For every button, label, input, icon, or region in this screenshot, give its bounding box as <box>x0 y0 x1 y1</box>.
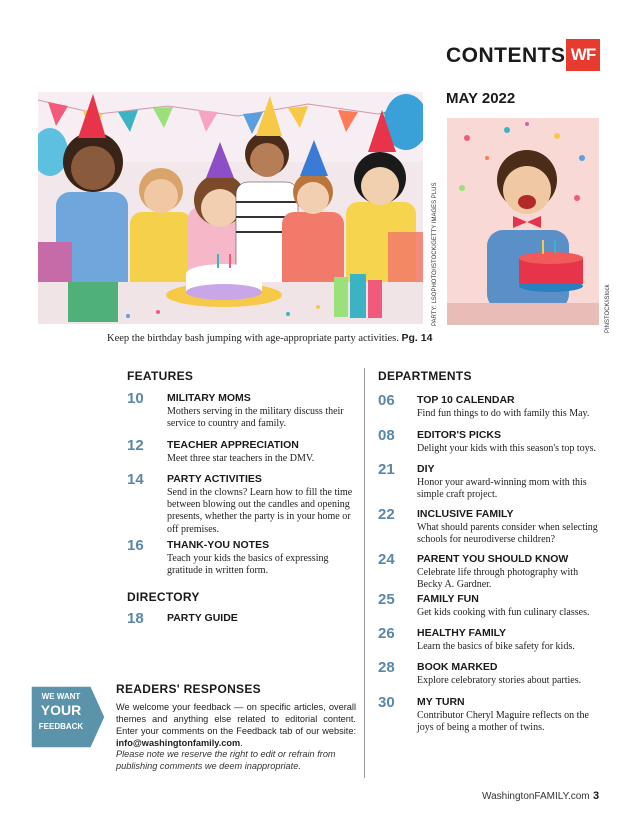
page-number: 28 <box>378 659 395 676</box>
page-number: 06 <box>378 392 395 409</box>
page-number: 14 <box>127 471 144 488</box>
page-number: 18 <box>127 610 144 627</box>
entry-title: TEACHER APPRECIATION <box>167 439 299 451</box>
page-number-footer: 3 <box>593 790 600 802</box>
entry-description: Send in the clowns? Learn how to fill the time between blowing out the candles and opening presents, whether the party is in your home or off premises. <box>167 487 353 535</box>
entry-title: PARTY ACTIVITIES <box>167 473 262 485</box>
entry-description: Learn the basics of bike safety for kids. <box>417 641 575 652</box>
page-number: 24 <box>378 551 395 568</box>
issue-date: MAY 2022 <box>446 90 516 107</box>
page-number: 26 <box>378 625 395 642</box>
entry-title: BOOK MARKED <box>417 661 498 673</box>
footer-website[interactable]: WashingtonFAMILY.com <box>482 791 590 802</box>
page-number: 21 <box>378 461 395 478</box>
entry-description: Honor your award-winning mom with this simple craft project. <box>417 477 587 501</box>
badge-line-3: FEEDBACK <box>38 722 84 731</box>
photo-credit-side: PINSTOCK/iStock <box>605 284 611 333</box>
entry-description: Explore celebratory stories about parties. <box>417 675 582 686</box>
page-number: 30 <box>378 694 395 711</box>
entry-title: PARTY GUIDE <box>167 612 238 624</box>
entry-description: Get kids cooking with fun culinary classes. <box>417 607 590 618</box>
badge-line-2: YOUR <box>40 702 82 718</box>
entry-description: Delight your kids with this season's top toys. <box>417 443 597 454</box>
page-number: 22 <box>378 506 395 523</box>
badge-line-1: WE WANT <box>41 692 81 701</box>
page-number: 08 <box>378 427 395 444</box>
entry-title: DIY <box>417 463 435 475</box>
caption-page-ref: Pg. 14 <box>401 332 433 344</box>
boy-cake-photo <box>447 118 599 325</box>
entry-title: MILITARY MOMS <box>167 392 251 404</box>
entry-title: TOP 10 CALENDAR <box>417 394 515 406</box>
feedback-email-link[interactable]: info@washingtonfamily.com <box>116 738 241 748</box>
page-number: 25 <box>378 591 395 608</box>
column-divider <box>364 368 365 778</box>
entry-title: HEALTHY FAMILY <box>417 627 507 639</box>
entry-title: PARENT YOU SHOULD KNOW <box>417 553 569 565</box>
feedback-badge[interactable] <box>31 686 105 748</box>
entry-description: Meet three star teachers in the DMV. <box>167 453 315 464</box>
party-photo <box>38 92 423 324</box>
readers-body: We welcome your feedback — on specific articles, overall themes and anything else related to editorial content. Enter your comments on the Feedback tab of our website: info@washingtonfamily.com. <box>116 702 356 748</box>
page-number: 12 <box>127 437 144 454</box>
entry-title: INCLUSIVE FAMILY <box>417 508 514 520</box>
features-heading: FEATURES <box>127 369 194 383</box>
photo-credit-main: PARTY: LSOPHOTO/ISTOCK/GETTY IMAGES PLUS <box>432 182 438 326</box>
entry-description: Celebrate life through photography with Becky A. Gardner. <box>417 567 579 591</box>
photo-caption: Keep the birthday bash jumping with age-appropriate party activities. Pg. 14 <box>107 332 433 344</box>
page-number: 16 <box>127 537 144 554</box>
entry-description: What should parents consider when selecting schools for neurodiverse children? <box>417 522 598 546</box>
entry-title: MY TURN <box>417 696 465 708</box>
entry-description: Find fun things to do with family this May. <box>417 408 590 419</box>
entry-description: Contributor Cheryl Maguire reflects on the joys of being a mother of twins. <box>417 710 589 734</box>
directory-heading: DIRECTORY <box>127 590 200 604</box>
page-title: CONTENTS <box>446 44 566 67</box>
readers-responses-heading: READERS' RESPONSES <box>116 682 261 696</box>
entry-title: EDITOR'S PICKS <box>417 429 501 441</box>
entry-title: THANK-YOU NOTES <box>167 539 270 551</box>
entry-title: FAMILY FUN <box>417 593 479 605</box>
wf-logo: WF <box>566 39 600 71</box>
entry-description: Mothers serving in the military discuss their service to country and family. <box>167 406 344 430</box>
departments-heading: DEPARTMENTS <box>378 369 472 383</box>
readers-note: Please note we reserve the right to edit or refrain from publishing comments we deem inappropriate. <box>116 749 336 771</box>
entry-description: Teach your kids the basics of expressing gratitude in written form. <box>167 553 329 577</box>
page-number: 10 <box>127 390 144 407</box>
